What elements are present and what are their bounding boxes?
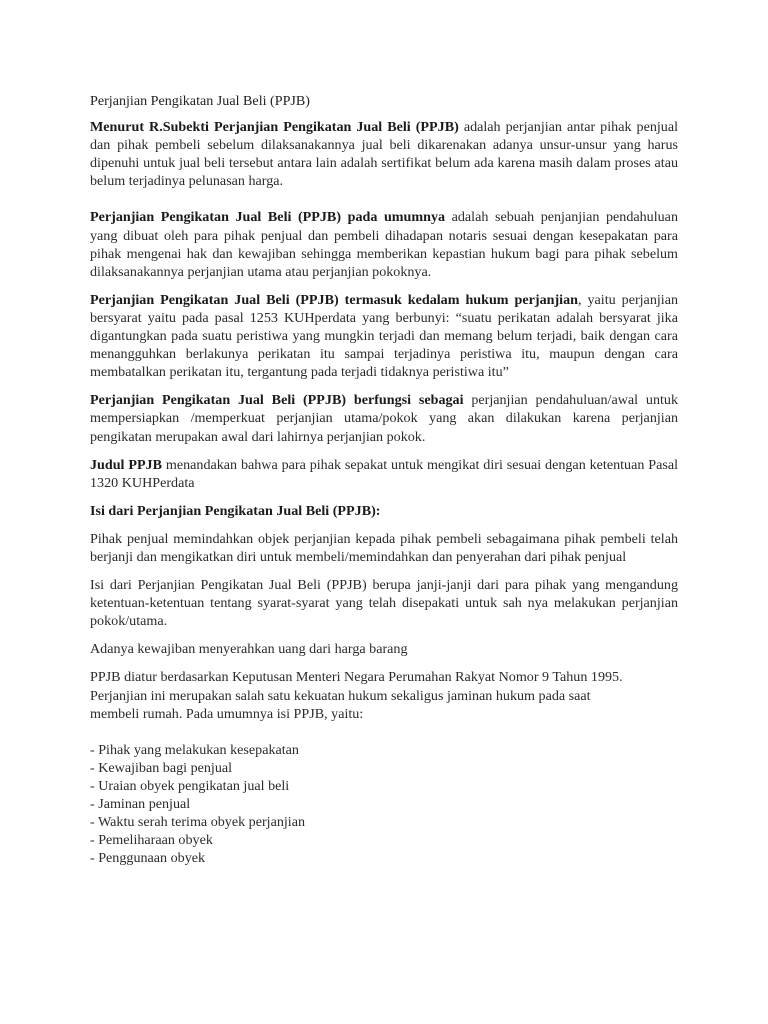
regulation-line: Perjanjian ini merupakan salah satu kekuatan hukum sekaligus jaminan hukum pada saat — [90, 687, 591, 704]
list-item: - Penggunaan obyek — [90, 849, 206, 866]
paragraph-bold-lead: Perjanjian Pengikatan Jual Beli (PPJB) pada umumnya — [90, 209, 446, 226]
paragraph-regulation — [90, 668, 678, 722]
list-item: - Pihak yang melakukan kesepakatan — [90, 741, 299, 758]
list-item: - Jaminan penjual — [90, 795, 191, 812]
regulation-line: PPJB diatur berdasarkan Keputusan Menteri Negara Perumahan Rakyat Nomor 9 Tahun 1995. — [90, 669, 623, 686]
paragraph-berfungsi — [90, 391, 678, 445]
paragraph-kewajiban: Adanya kewajiban menyerahkan uang dari harga barang — [90, 641, 408, 658]
list-item: - Uraian obyek pengikatan jual beli — [90, 777, 290, 794]
paragraph-judul — [90, 456, 678, 492]
paragraph-body: perjanjian pendahuluan/awal untuk mempersiapkan /memperkuat perjanjian utama/pokok yang akan dilakukan karena perjanjian pengikatan merupakan awal dari lahirnya perjanjian pokok. — [90, 392, 678, 445]
paragraph-body: adalah perjanjian antar pihak penjual dan pihak pembeli sebelum dilaksanakannya jual beli dikarenakan adanya unsur-unsur yang harus dipenuhi untuk jual beli tersebut antara lain adalah sertifikat belum ada karena masih dalam proses atau belum terjadinya pelunasan harga. — [90, 119, 678, 190]
paragraph-bold-lead: Perjanjian Pengikatan Jual Beli (PPJB) berfungsi sebagai — [90, 392, 464, 409]
paragraph-subekti — [90, 118, 678, 190]
paragraph-body: , yaitu perjanjian bersyarat yaitu pada pasal 1253 KUHperdata yang berbunyi: “suatu perikatan adalah bersyarat jika digantungkan pada suatu peristiwa yang mungkin terjadi dan memang belum terjadi, baik dengan cara menangguhkan berlakunya perikatan itu sampai terjadinya peristiwa itu, maupun dengan cara membatalkan perikatan itu, tergantung pada terjadi tidaknya peristiwa itu” — [90, 291, 678, 381]
document-title: Perjanjian Pengikatan Jual Beli (PPJB) — [90, 93, 310, 109]
paragraph-bold-lead: Judul PPJB — [90, 456, 163, 473]
paragraph-body: menandakan bahwa para pihak sepakat untuk mengikat diri sesuai dengan ketentuan Pasal 1320 KUHPerdata — [90, 456, 679, 491]
paragraph-hukum-perjanjian — [90, 291, 678, 381]
paragraph-bold-lead: Menurut R.Subekti Perjanjian Pengikatan Jual Beli (PPJB) — [90, 119, 459, 136]
paragraph-bold-lead: Perjanjian Pengikatan Jual Beli (PPJB) termasuk kedalam hukum perjanjian — [90, 291, 578, 308]
section-heading-isi: Isi dari Perjanjian Pengikatan Jual Beli (PPJB): — [90, 502, 381, 519]
paragraph-body: adalah sebuah penjanjian pendahuluan yang dibuat oleh para pihak penjual dan pembeli dihadapan notaris sesuai dengan kesepakatan para pihak mengenai hak dan kewajiban sehingga memberikan kepastian hukum bagi para pihak sebelum dilaksanakannya perjanjian utama atau perjanjian pokoknya. — [90, 209, 678, 280]
paragraph-pihak-penjual: Pihak penjual memindahkan objek perjanjian kepada pihak pembeli sebagaimana pihak pembeli telah berjanji dan mengikatkan diri untuk membeli/memindahkan dan penyerahan dari pihak penjual — [90, 530, 678, 565]
document-page — [90, 92, 678, 867]
paragraph-isi-ppjb: Isi dari Perjanjian Pengikatan Jual Beli (PPJB) berupa janji-janji dari para pihak yang mengandung ketentuan-ketentuan tentang syarat-syarat yang telah disepakati untuk sah nya melakukan perjanjian pokok/utama. — [90, 577, 678, 630]
list-item: - Kewajiban bagi penjual — [90, 759, 233, 776]
regulation-line: membeli rumah. Pada umumnya isi PPJB, yaitu: — [90, 705, 364, 722]
list-item: - Waktu serah terima obyek perjanjian — [90, 813, 306, 830]
ppjb-content-list — [90, 741, 678, 867]
paragraph-umumnya — [90, 208, 678, 280]
list-item: - Pemeliharaan obyek — [90, 831, 213, 848]
